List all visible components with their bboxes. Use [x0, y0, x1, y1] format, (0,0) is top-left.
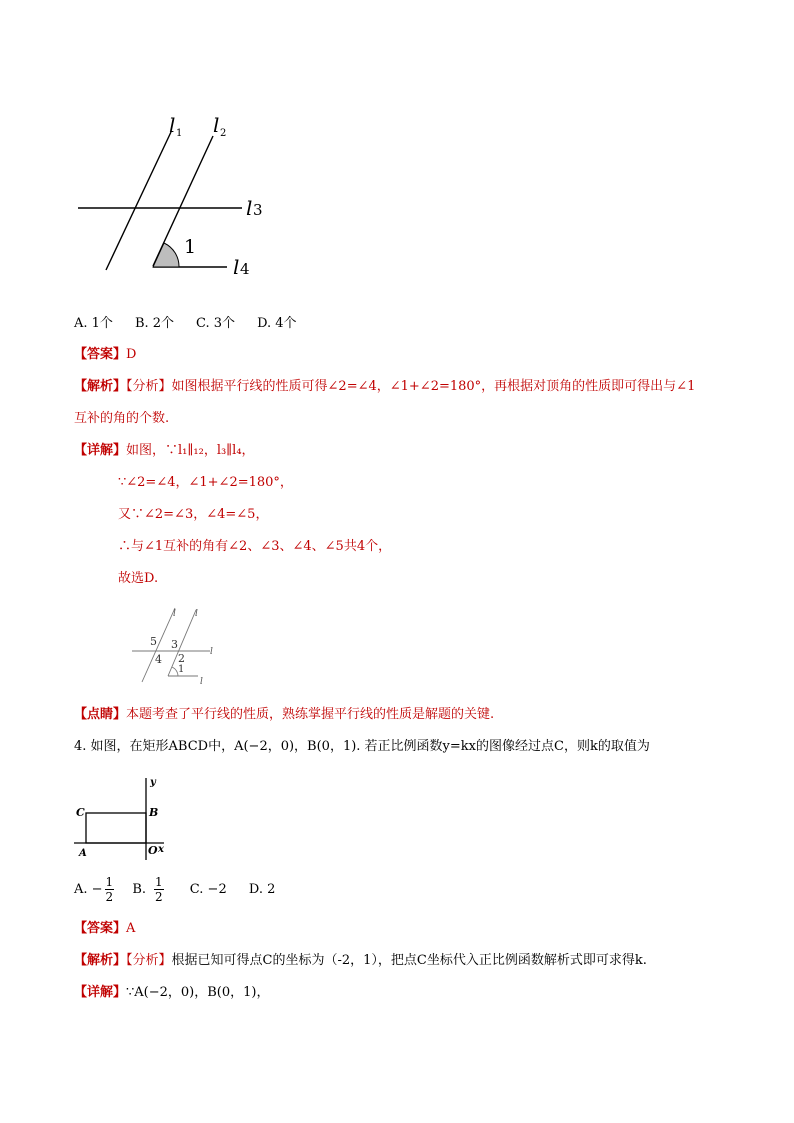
small-label-4: 4 [155, 653, 162, 666]
choice-b-prefix: B. [132, 882, 147, 897]
detail-tag: 【详解】 [74, 985, 127, 1000]
q4-analysis [74, 952, 647, 970]
label-x: x [158, 844, 164, 855]
q3-detail-line2: ∵∠2=∠4，∠1+∠2=180°， [118, 475, 293, 490]
label-l3: l [246, 196, 253, 220]
answer-value: A [126, 921, 136, 936]
fraction-num: 1 [105, 875, 114, 889]
q3-detail-line3: 又∵∠2=∠3，∠4=∠5， [118, 507, 269, 522]
choice-b[interactable] [132, 875, 165, 904]
choice-c[interactable]: C. −2 [189, 882, 227, 897]
comment-text: 本题考查了平行线的性质，熟练掌握平行线的性质是解题的关键. [126, 707, 495, 722]
q3-detail-line1 [74, 442, 255, 460]
label-l4: l [233, 255, 240, 279]
analysis-text-1: 如图根据平行线的性质可得∠2=∠4，∠1+∠2=180°，再根据对顶角的性质即可得出与∠1 [171, 379, 696, 394]
fraction-num: 1 [155, 875, 163, 889]
small-label-5: 5 [150, 635, 157, 648]
choice-a-prefix: A. − [74, 882, 103, 897]
label-a: A [79, 848, 87, 859]
label-y: y [150, 777, 156, 788]
q3-detail-line4: ∴与∠1互补的角有∠2、∠3、∠4、∠5共4个， [118, 539, 392, 554]
choice-d[interactable]: D. 4个 [257, 316, 297, 331]
fraction [154, 875, 164, 904]
label-o: O [148, 844, 158, 857]
angle-1-shade [153, 243, 179, 267]
comment-tag: 【点睛】 [74, 707, 127, 722]
label-l1-sub: 1 [176, 128, 183, 139]
label-b: B [149, 806, 159, 819]
label-l2-sub: 2 [220, 128, 227, 139]
choice-a[interactable] [74, 875, 116, 904]
small-label-l1: l [173, 609, 176, 619]
analysis-tag: 【解析】 [74, 953, 127, 968]
label-l4-sub: 4 [240, 260, 250, 278]
q4-detail [74, 984, 270, 1002]
detail-tag: 【详解】 [74, 443, 127, 458]
q3-analysis-line2: 互补的角的个数. [74, 411, 170, 426]
analysis-sub-tag: 【分析】 [126, 379, 172, 394]
choice-d[interactable]: D. 2 [248, 882, 276, 897]
detail-text-1: 如图，∵l₁∥₁₂，l₃∥l₄， [126, 443, 255, 458]
figure-parallel-lines-small [128, 604, 228, 686]
analysis-text: 根据已知可得点C的坐标为（-2，1），把点C坐标代入正比例函数解析式即可求得k. [171, 953, 647, 968]
choice-c[interactable]: C. 3个 [196, 316, 236, 331]
analysis-tag: 【解析】 [74, 379, 127, 394]
figure-rectangle-axes [72, 772, 172, 864]
q3-analysis-line1 [74, 378, 695, 396]
answer-tag: 【答案】 [74, 347, 127, 362]
small-label-1: 1 [178, 664, 185, 675]
rectangle-abcd [86, 813, 146, 843]
q4-stem: 4. 如图，在矩形ABCD中，A(−2，0)，B(0，1). 若正比例函数y=kx的图像经过点C，则k的取值为 [74, 739, 650, 754]
fraction-den: 2 [105, 890, 114, 904]
q3-comment [74, 706, 494, 724]
answer-tag: 【答案】 [74, 921, 127, 936]
q3-detail-line5: 故选D. [118, 571, 159, 586]
small-label-3: 3 [171, 638, 178, 651]
analysis-sub-tag: 【分析】 [126, 953, 172, 968]
fraction [105, 875, 115, 904]
small-label-2: 2 [178, 652, 185, 665]
q4-choices [74, 874, 275, 906]
small-label-l3: l [210, 647, 213, 657]
answer-value: D [126, 347, 137, 362]
q3-choices [74, 315, 319, 333]
label-angle-1: 1 [184, 236, 197, 258]
small-label-l2: l [195, 609, 198, 619]
label-l2: l [213, 113, 220, 137]
choice-b[interactable]: B. 2个 [134, 316, 175, 331]
figure-parallel-lines [70, 108, 280, 288]
detail-text-1: ∵A(−2，0)，B(0，1)， [126, 985, 270, 1000]
q4-answer [74, 920, 135, 938]
small-label-l4: l [200, 677, 203, 686]
choice-a[interactable]: A. 1个 [74, 316, 113, 331]
fraction-den: 2 [155, 890, 163, 904]
label-l3-sub: 3 [253, 201, 263, 219]
label-c: C [76, 806, 85, 819]
q3-answer [74, 346, 136, 364]
label-l1: l [169, 113, 176, 137]
